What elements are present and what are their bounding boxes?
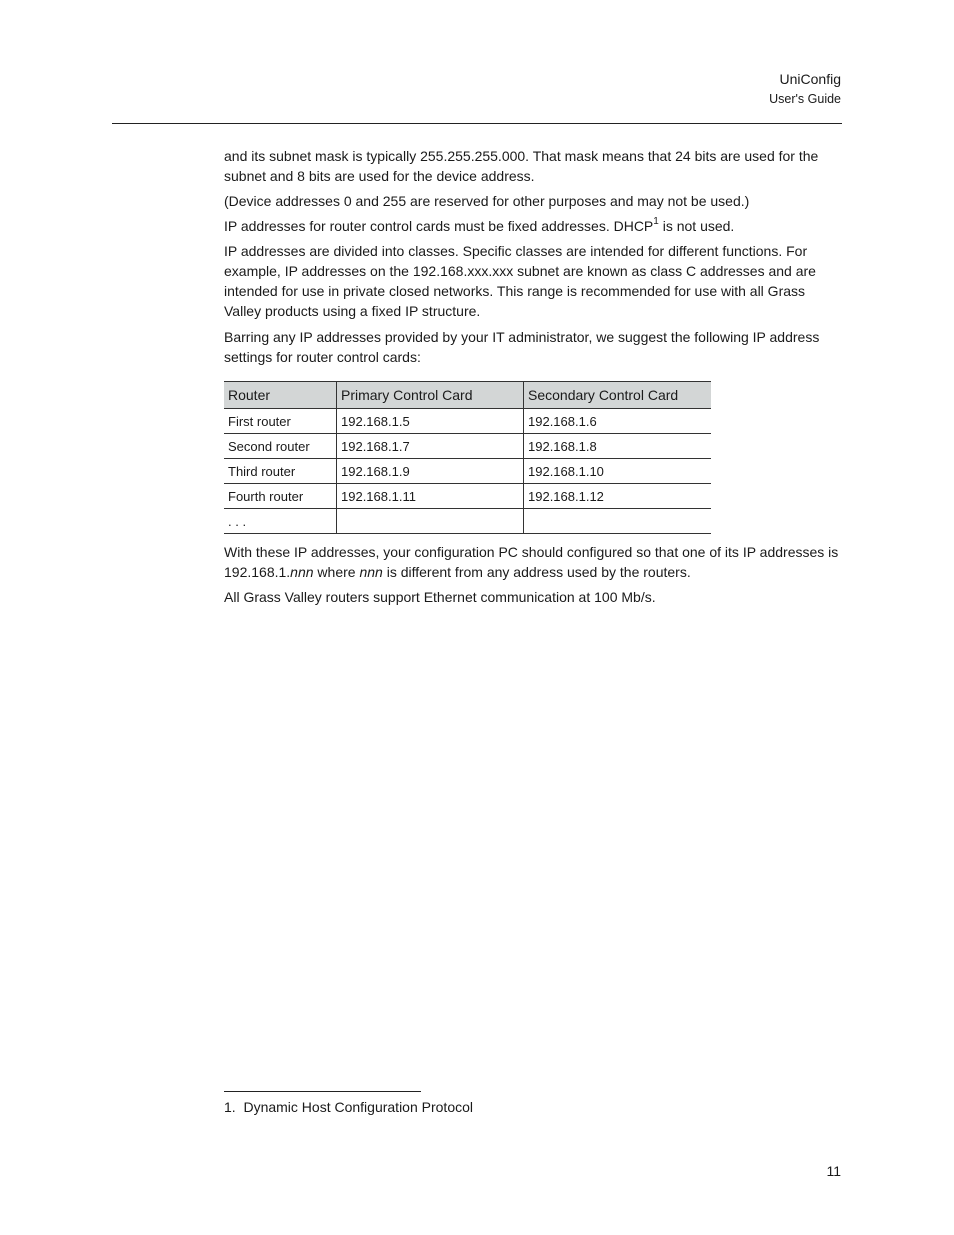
table-header-row (224, 382, 711, 409)
table-cell: Fourth router (224, 484, 337, 509)
table-header-router: Router (224, 382, 337, 409)
table-cell: Third router (224, 459, 337, 484)
running-header-title: UniConfig (779, 71, 841, 87)
table-cell: 192.168.1.7 (337, 434, 524, 459)
table-cell (524, 509, 712, 534)
table-cell: 192.168.1.9 (337, 459, 524, 484)
emphasis-nnn: nnn (290, 564, 314, 580)
table-cell: 192.168.1.12 (524, 484, 712, 509)
page-number: 11 (826, 1163, 841, 1179)
table-header-primary: Primary Control Card (337, 382, 524, 409)
table-cell (337, 509, 524, 534)
table-cell: 192.168.1.11 (337, 484, 524, 509)
ip-address-table (224, 381, 711, 534)
table-cell: 192.168.1.6 (524, 409, 712, 434)
footnote-divider (224, 1091, 421, 1092)
table-row (224, 509, 711, 534)
table-cell: . . . (224, 509, 337, 534)
paragraph-reserved-addresses: (Device addresses 0 and 255 are reserved for other purposes and may not be used.) (224, 193, 750, 209)
table-cell: 192.168.1.10 (524, 459, 712, 484)
footnote: 1. Dynamic Host Configuration Protocol (224, 1099, 473, 1115)
running-header-subtitle: User's Guide (769, 92, 841, 106)
paragraph-fixed-addresses-tail: is not used. (658, 218, 735, 234)
emphasis-nnn: nnn (359, 564, 383, 580)
paragraph-pc-configuration-text: With these IP addresses, your configuration PC should configured so that one of its IP addresses is 192.168.1. (224, 544, 839, 580)
paragraph-subnet-mask: and its subnet mask is typically 255.255.255.000. That mask means that 24 bits are used for the subnet and 8 bits are used for the device address. (224, 148, 819, 184)
header-divider (112, 123, 842, 124)
paragraph-ip-classes: IP addresses are divided into classes. Specific classes are intended for different functions. For example, IP addresses on the 192.168.xxx.xxx subnet are known as class C addresses and are intended for use in private closed networks. This range is recommended for use with all Grass Valley products using a fixed IP structure. (224, 243, 816, 319)
table-row (224, 459, 711, 484)
footnote-reference: 1 (653, 216, 659, 228)
table-cell: First router (224, 409, 337, 434)
table-row (224, 409, 711, 434)
table-header-secondary: Secondary Control Card (524, 382, 712, 409)
paragraph-pc-configuration (224, 542, 844, 582)
table-cell: 192.168.1.8 (524, 434, 712, 459)
paragraph-ethernet-support: All Grass Valley routers support Ethernet communication at 100 Mb/s. (224, 589, 656, 605)
table-row (224, 434, 711, 459)
paragraph-pc-configuration-mid: where (313, 564, 360, 580)
table-cell: Second router (224, 434, 337, 459)
paragraph-fixed-addresses-text: IP addresses for router control cards must be fixed addresses. DHCP (224, 218, 654, 234)
paragraph-fixed-addresses (224, 216, 844, 236)
paragraph-pc-configuration-tail: is different from any address used by the routers. (382, 564, 691, 580)
paragraph-suggested-settings: Barring any IP addresses provided by your IT administrator, we suggest the following IP address settings for router control cards: (224, 329, 820, 365)
table-row (224, 484, 711, 509)
table-cell: 192.168.1.5 (337, 409, 524, 434)
